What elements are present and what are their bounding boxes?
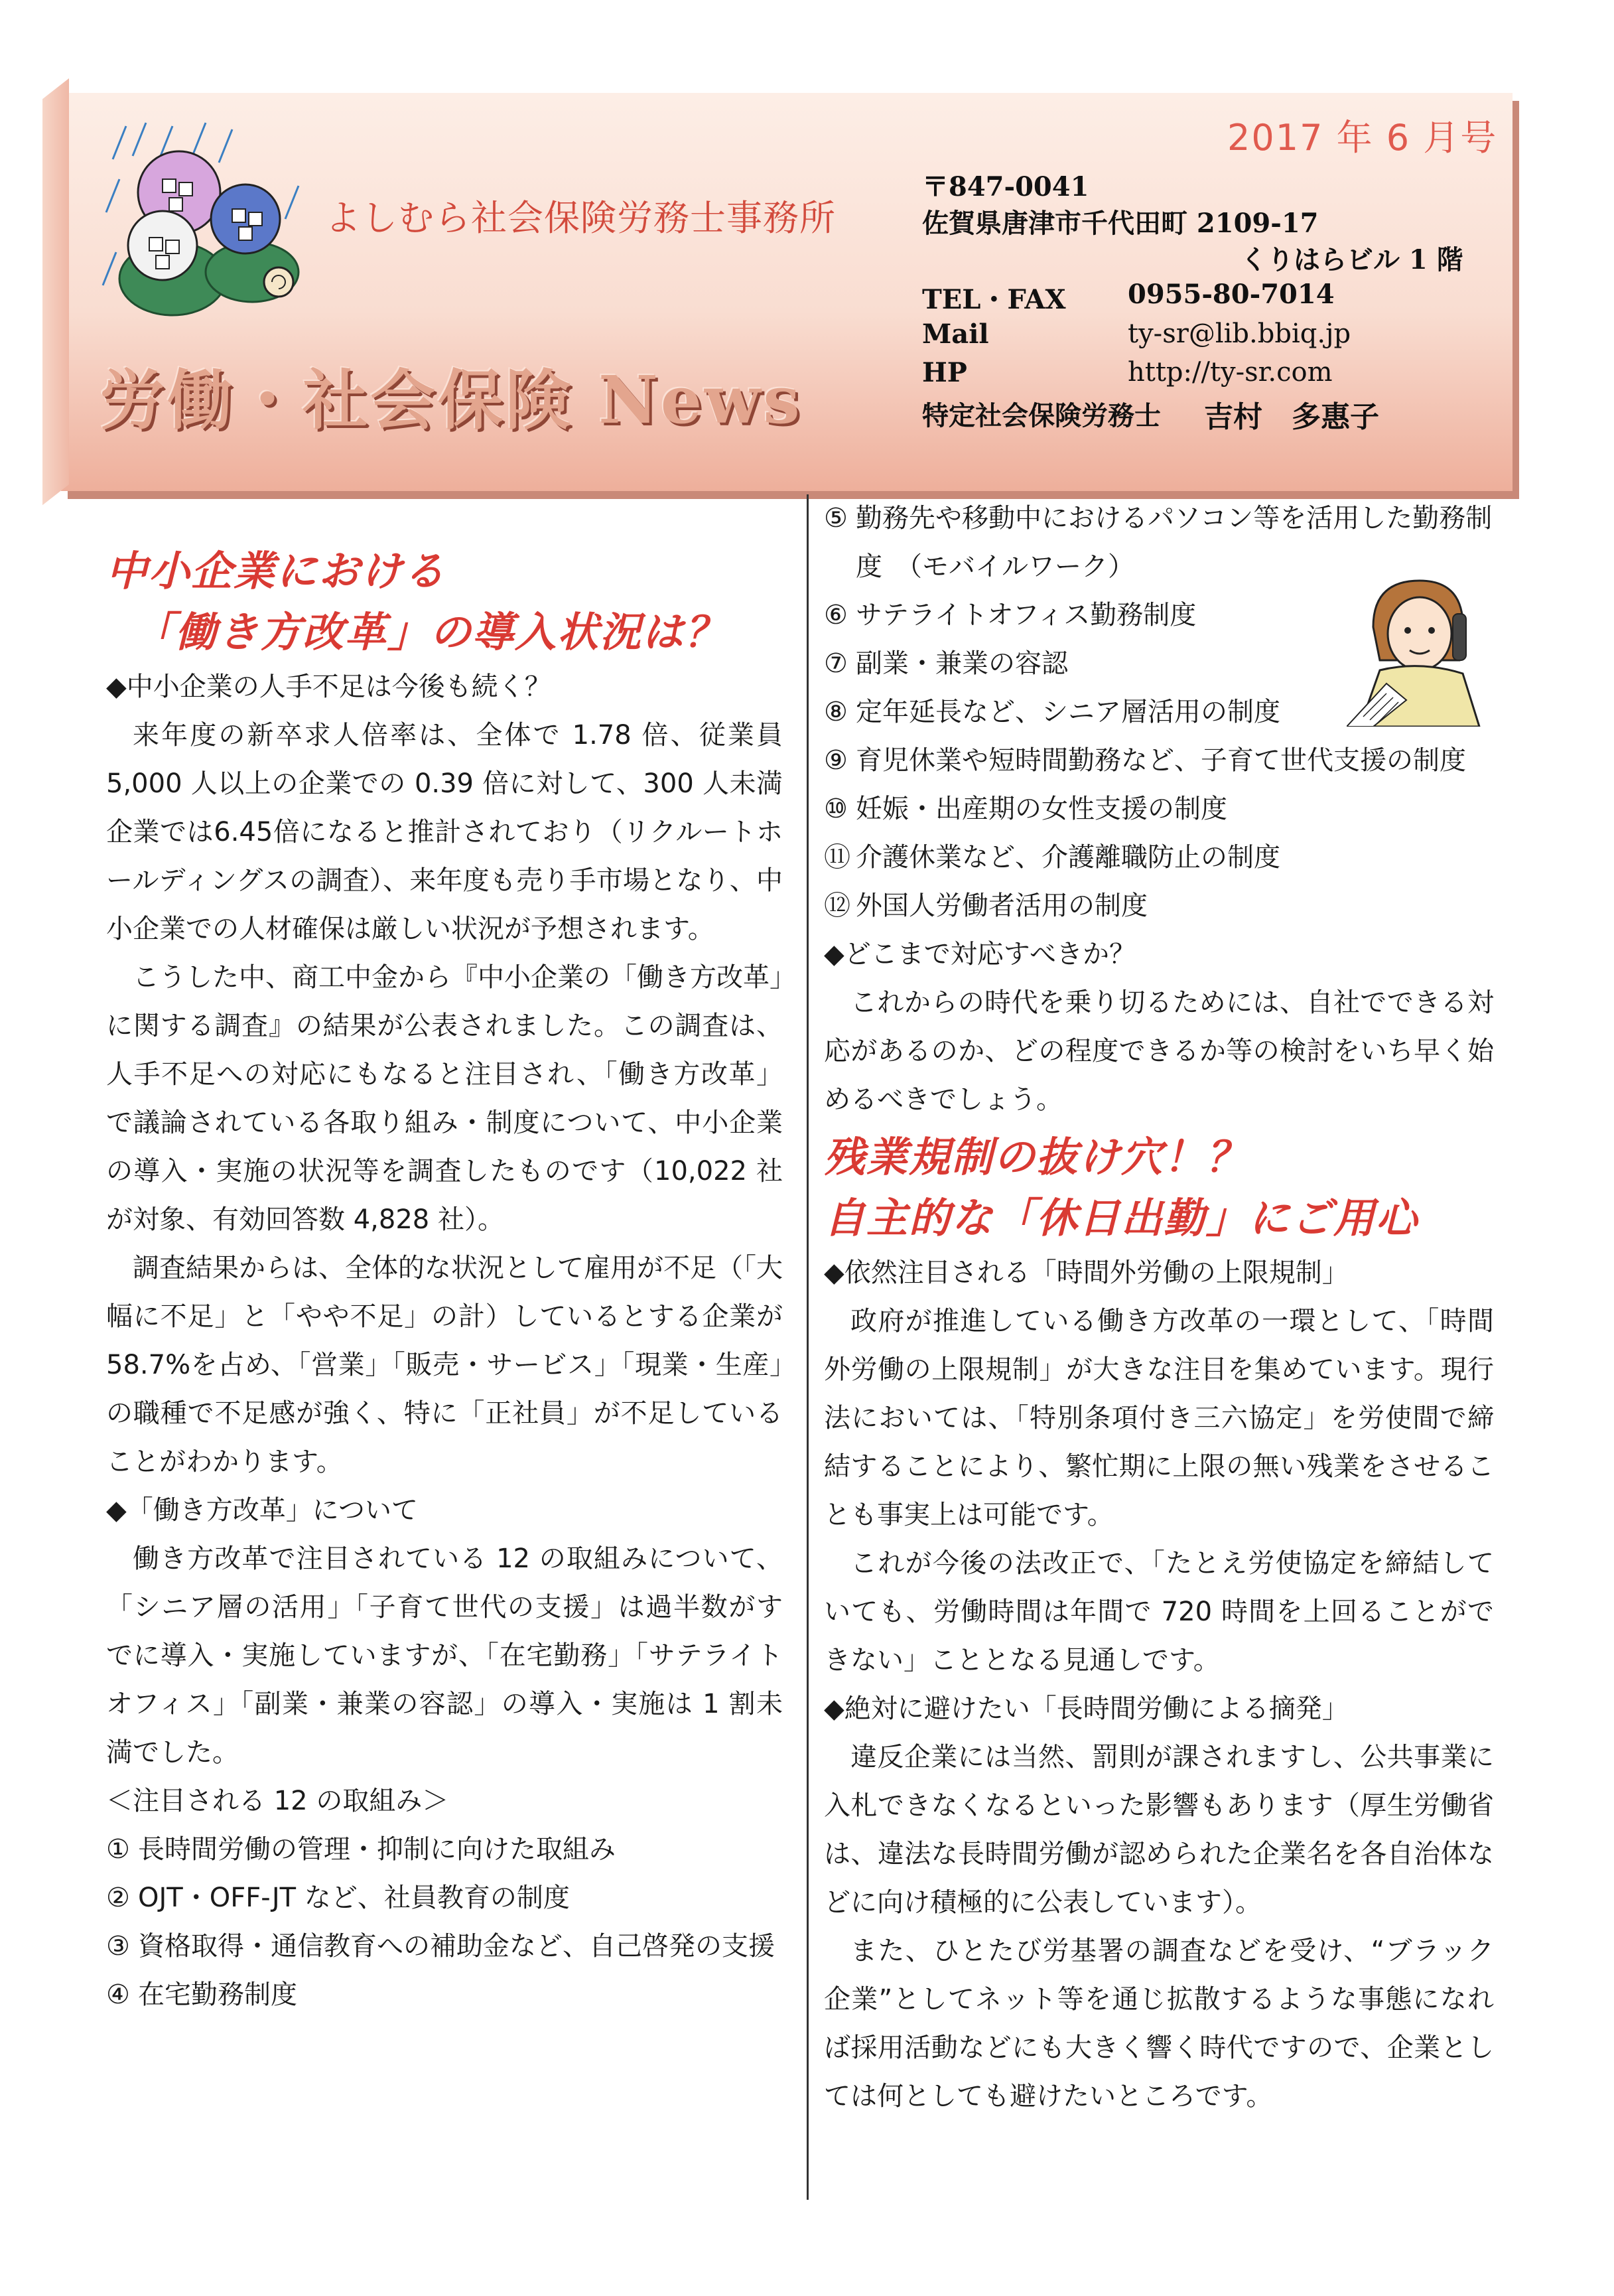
list-item: ⑩ 妊娠・出産期の女性支援の制度 <box>824 794 1227 824</box>
article2-paragraph-3: 違反企業には当然、罰則が課されますし、公共事業に入札できなくなるといった影響もあります（厚生労働省は、違法な長時間労働が認められた企業名を各自治体などに向け積極的に公表しています）。 <box>824 1742 1494 1918</box>
newsletter-title: 労働・社会保険 News <box>100 362 803 439</box>
article2-subheading-1: ◆依然注目される「時間外労働の上限規制」 <box>824 1257 1349 1288</box>
list-title: ＜注目される 12 の取組み＞ <box>106 1786 449 1816</box>
article1-paragraph-4: 働き方改革で注目されている 12 の取組みについて、「シニア層の活用」「子育て世代の支援」は過半数がすでに導入・実施していますが、「在宅勤務」「サテライトオフィス」「副業・兼業の容認」の導入・実施は 1 割未満でした。 <box>106 1543 783 1768</box>
person-title: 特定社会保険労務士 <box>922 400 1161 431</box>
person-name: 吉村 多惠子 <box>1204 400 1379 434</box>
article2-headline-1: 残業規制の抜け穴！？ <box>824 1133 1249 1181</box>
column-divider <box>807 494 809 2200</box>
article1-subheading-3: ◆どこまで対応すべきか？ <box>824 939 1136 969</box>
address-line-2: くりはらビル 1 階 <box>1241 244 1463 275</box>
list-item: ⑫ 外国人労働者活用の制度 <box>824 891 1148 921</box>
article1-paragraph-2: こうした中、商工中金から『中小企業の「働き方改革」に関する調査』の結果が公表されました。この調査は、人手不足への対応にもなると注目され、「働き方改革」で議論されている各取り組み・制度について、中小企業の導入・実施の状況等を調査したものです（10,022 社が対象、有効回答数 4,828 社）。 <box>106 962 783 1235</box>
article1-paragraph-1: 来年度の新卒求人倍率は、全体で 1.78 倍、従業員 5,000 人以上の企業での 0.39 倍に対して、300 人未満企業では6.45倍になると推計されており（リクルートホールディングスの調査）、来年度も売り手市場となり、中小企業での人材確保は厳しい状況が予想されます。 <box>106 720 783 944</box>
hp-label: HP <box>922 357 967 388</box>
list-item: ⑨ 育児休業や短時間勤務など、子育て世代支援の制度 <box>824 745 1466 776</box>
article2-headline-2: 自主的な「休日出勤」にご用心 <box>824 1194 1419 1242</box>
tel-number: 0955-80-7014 <box>1128 279 1335 310</box>
article1-paragraph-5: これからの時代を乗り切るためには、自社でできる対応があるのか、どの程度できるか等の検討をいち早く始めるべきでしょう。 <box>824 987 1494 1115</box>
list-item: ⑪ 介護休業など、介護離職防止の制度 <box>824 842 1280 873</box>
issue-date: 2017 年 6 月号 <box>1227 117 1498 159</box>
article2-paragraph-4: また、ひとたび労基署の調査などを受け、“ブラック企業”としてネット等を通じ拡散するような事態になれば採用活動などにも大きく響く時代ですので、企業としては何としても避けたいところです。 <box>824 1936 1494 2112</box>
list-item: ③ 資格取得・通信教育への補助金など、自己啓発の支援 <box>106 1931 775 1962</box>
article1-subheading-1: ◆中小企業の人手不足は今後も続く？ <box>106 672 551 702</box>
article2-subheading-2: ◆絶対に避けたい「長時間労働による摘発」 <box>824 1693 1349 1724</box>
office-name: よしむら社会保険労務士事務所 <box>325 197 836 239</box>
mail-label: Mail <box>922 319 989 350</box>
left-column <box>106 541 783 2019</box>
list-item: ⑧ 定年延長など、シニア層活用の制度 <box>824 697 1280 727</box>
list-item: ⑥ サテライトオフィス勤務制度 <box>824 600 1197 630</box>
article1-subheading-2: ◆「働き方改革」について <box>106 1495 418 1526</box>
hydrangea-snail-icon <box>100 119 325 345</box>
list-item: ⑤ 勤務先や移動中におけるパソコン等を活用した勤務制度 （モバイルワーク） <box>824 503 1493 582</box>
list-item: ① 長時間労働の管理・抑制に向けた取組み <box>106 1834 616 1865</box>
article2-paragraph-1: 政府が推進している働き方改革の一環として、「時間外労働の上限規制」が大きな注目を集めています。現行法においては、「特別条項付き三六協定」を労使間で締結することにより、繁忙期に上限の無い残業をさせることも事実上は可能です。 <box>824 1306 1494 1530</box>
hp-url: http://ty-sr.com <box>1128 357 1333 388</box>
article1-headline-1: 中小企業における <box>106 547 446 595</box>
address-line-1: 佐賀県唐津市千代田町 2109-17 <box>922 208 1319 239</box>
tel-label: TEL・FAX <box>922 284 1066 315</box>
list-item: ④ 在宅勤務制度 <box>106 1979 297 2010</box>
list-item: ② OJT・OFF-JT など、社員教育の制度 <box>106 1883 570 1913</box>
article1-headline-2: 「働き方改革」の導入状況は？ <box>133 608 728 656</box>
woman-on-phone-icon <box>1347 567 1493 727</box>
mail-address: ty-sr@lib.bbiq.jp <box>1128 319 1351 349</box>
article2-paragraph-2: これが今後の法改正で、「たとえ労使協定を締結していても、労働時間は年間で 720 時間を上回ることができない」こととなる見通しです。 <box>824 1548 1494 1676</box>
list-item: ⑦ 副業・兼業の容認 <box>824 648 1068 679</box>
right-column <box>824 494 1494 2121</box>
article1-paragraph-3: 調査結果からは、全体的な状況として雇用が不足（「大幅に不足」と「やや不足」の計）しているとする企業が 58.7%を占め、「営業」「販売・サービス」「現業・生産」の職種で不足感が強く、特に「正社員」が不足していることがわかります。 <box>106 1253 783 1477</box>
postal-code: 〒847-0041 <box>922 171 1089 202</box>
